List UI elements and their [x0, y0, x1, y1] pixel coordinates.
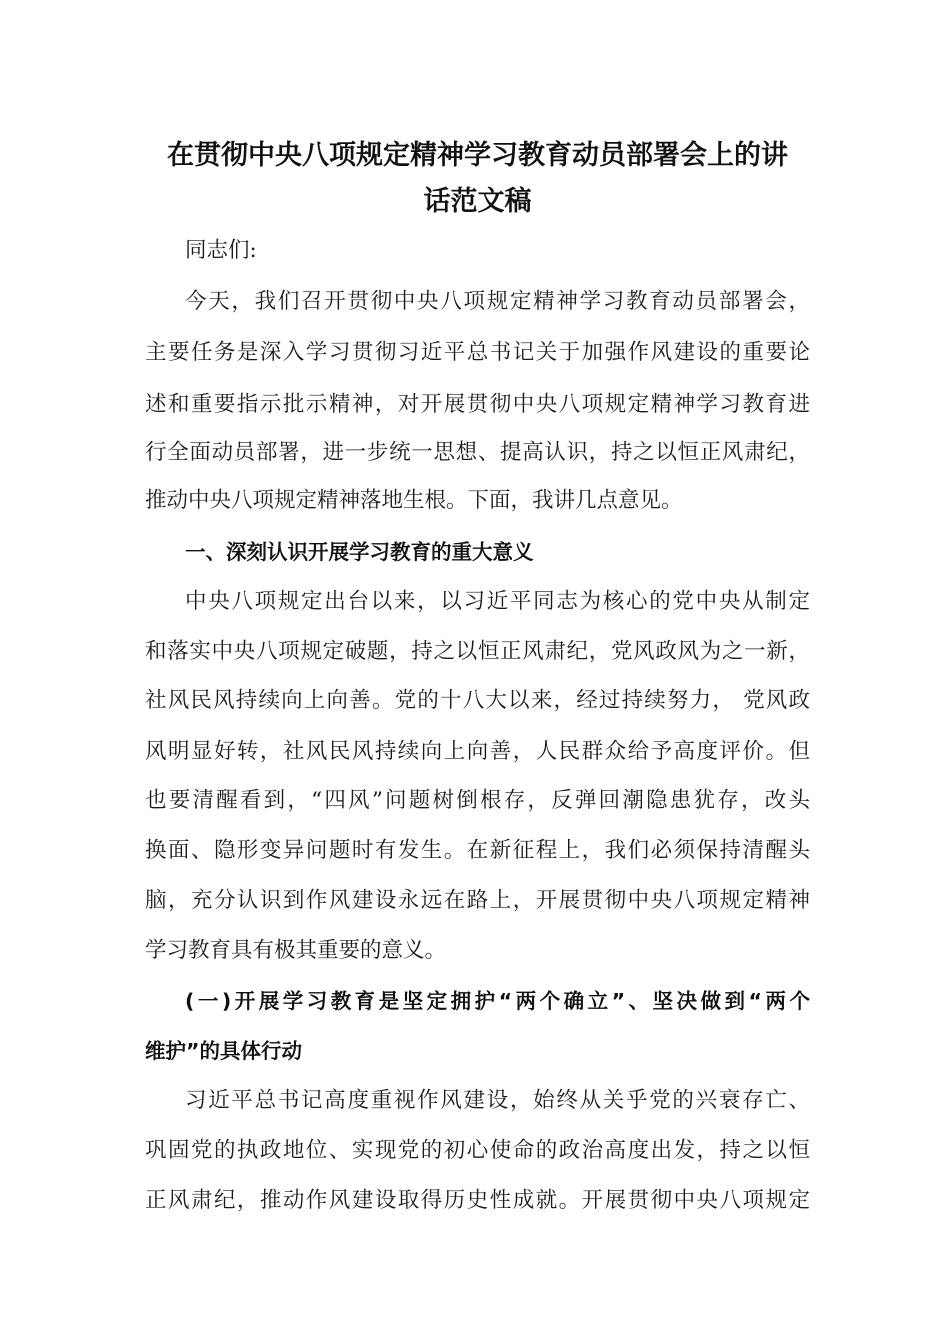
paragraph-1-line-4: 行全面动员部署，进一步统一思想、提高认识，持之以恒正风肃纪，: [145, 440, 810, 465]
paragraph-2-line-5: 也要清醒看到，“四风”问题树倒根存，反弹回潮隐患犹存，改头: [145, 788, 810, 813]
paragraph-3-line-1: 习近平总书记高度重视作风建设，始终从关乎党的兴衰存亡、: [185, 1088, 810, 1113]
paragraph-2-line-8: 学习教育具有极其重要的意义。: [145, 938, 447, 963]
paragraph-2-line-4: 风明显好转，社风民风持续向上向善，人民群众给予高度评价。但: [145, 739, 810, 764]
section-heading-1: 一、深刻认识开展学习教育的重大意义: [185, 540, 534, 564]
paragraph-1-line-5: 推动中央八项规定精神落地生根。下面，我讲几点意见。: [145, 488, 683, 513]
paragraph-2-line-2: 和落实中央八项规定破题，持之以恒正风肃纪，党风政风为之一新，: [145, 639, 810, 664]
paragraph-1-line-2: 主要任务是深入学习贯彻习近平总书记关于加强作风建设的重要论: [145, 340, 810, 365]
subsection-heading-1-line-2: 维护”的具体行动: [145, 1039, 302, 1063]
document-title-line-1: 在贯彻中央八项规定精神学习教育动员部署会上的讲: [167, 140, 788, 171]
subsection-heading-1-line-1: (一)开展学习教育是坚定拥护“两个确立”、坚决做到“两个: [185, 989, 810, 1013]
paragraph-2-line-6: 换面、隐形变异问题时有发生。在新征程上，我们必须保持清醒头: [145, 838, 810, 863]
greeting: 同志们:: [185, 238, 257, 263]
paragraph-2-line-3: 社风民风持续向上向善。党的十八大以来，经过持续努力， 党风政: [145, 688, 810, 713]
paragraph-3-line-3: 正风肃纪，推动作风建设取得历史性成就。开展贯彻中央八项规定: [145, 1188, 810, 1213]
paragraph-1-line-1: 今天，我们召开贯彻中央八项规定精神学习教育动员部署会，: [185, 289, 810, 314]
paragraph-3-line-2: 巩固党的执政地位、实现党的初心使命的政治高度出发，持之以恒: [145, 1138, 810, 1163]
paragraph-2-line-7: 脑，充分认识到作风建设永远在路上，开展贯彻中央八项规定精神: [145, 888, 810, 913]
document-title-line-2: 话范文稿: [423, 186, 532, 217]
paragraph-1-line-3: 述和重要指示批示精神，对开展贯彻中央八项规定精神学习教育进: [145, 392, 810, 417]
paragraph-2-line-1: 中央八项规定出台以来，以习近平同志为核心的党中央从制定: [185, 589, 810, 614]
